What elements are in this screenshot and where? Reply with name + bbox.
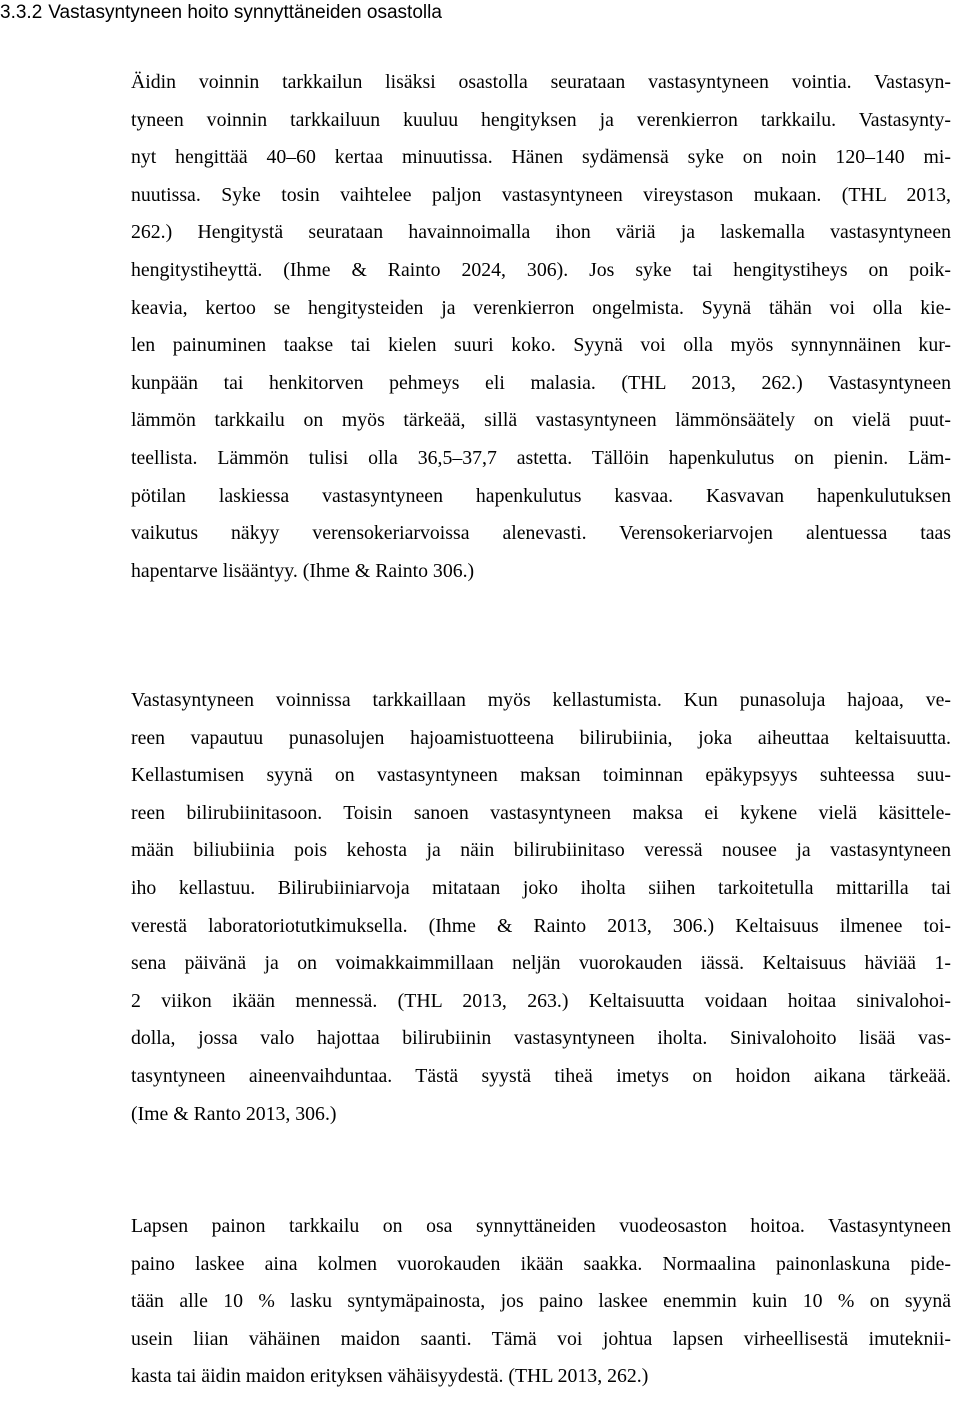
text-line: reen vapautuu punasolujen hajoamistuotteena bilirubiinia, joka aiheuttaa keltaisuutta. (131, 726, 951, 749)
text-line: nyt hengittää 40–60 kertaa minuutissa. Hänen sydämensä syke on noin 120–140 mi- (131, 146, 951, 169)
text-line: verestä laboratoriotutkimuksella. (Ihme & Rainto 2013, 306.) Keltaisuus ilmenee toi- (131, 914, 951, 937)
text-line: tasyntyneen aineenvaihduntaa. Tästä syystä tiheä imetys on hoidon aikana tärkeää. (131, 1064, 951, 1087)
section-number: 3.3.2 (0, 2, 43, 23)
text-line: sena päivänä ja on voimakkaimmillaan neljän vuorokauden iässä. Keltaisuus häviää 1- (131, 952, 951, 975)
text-line: dolla, jossa valo hajottaa bilirubiinin vastasyntyneen iholta. Sinivalohoito lisää vas- (131, 1027, 951, 1050)
text-line: keavia, kertoo se hengitysteiden ja verenkierron ongelmista. Syynä tähän voi olla kie- (131, 296, 951, 319)
text-line: hapentarve lisääntyy. (Ihme & Rainto 306.) (131, 559, 475, 582)
text-line: hengitystiheyttä. (Ihme & Rainto 2024, 306). Jos syke tai hengitystiheys on poik- (131, 258, 951, 281)
text-line: teellista. Lämmön tulisi olla 36,5–37,7 astetta. Tällöin hapenkulutus on pienin. Läm- (131, 446, 951, 469)
text-line: tyneen voinnin tarkkailuun kuuluu hengityksen ja verenkierron tarkkailu. Vastasynty- (131, 108, 951, 131)
text-line: mään biliubiinia pois kehosta ja näin bilirubiinitaso veressä nousee ja vastasyntyneen (131, 839, 951, 862)
text-line: vaikutus näkyy verensokeriarvoissa alenevasti. Verensokeriarvojen alentuessa taas (131, 522, 951, 545)
text-line: reen bilirubiinitasoon. Toisin sanoen vastasyntyneen maksa ei kykene vielä käsittele- (131, 801, 951, 824)
paragraph-weight (131, 1208, 951, 1396)
text-line: pötilan laskiessa vastasyntyneen hapenkulutus kasvaa. Kasvavan hapenkulutuksen (131, 484, 951, 507)
paragraph-jaundice (131, 682, 951, 1133)
text-line: kunpään tai henkitorven pehmeys eli malasia. (THL 2013, 262.) Vastasyntyneen (131, 371, 951, 394)
text-line: 262.) Hengitystä seurataan havainnoimalla ihon väriä ja laskemalla vastasyntyneen (131, 221, 951, 244)
text-line: Äidin voinnin tarkkailun lisäksi osastolla seurataan vastasyntyneen vointia. Vastasyn- (131, 71, 951, 93)
text-line: tään alle 10 % lasku syntymäpainosta, jos paino laskee enemmin kuin 10 % on syynä (131, 1290, 951, 1313)
text-line: Kellastumisen syynä on vastasyntyneen maksan toiminnan epäkypsyys suhteessa suu- (131, 764, 951, 787)
text-line: len painuminen taakse tai kielen suuri koko. Syynä voi olla myös synnynnäinen kur- (131, 334, 951, 357)
text-line: kasta tai äidin maidon erityksen vähäisyydestä. (THL 2013, 262.) (131, 1365, 649, 1388)
paragraph-vital-signs (131, 64, 951, 590)
text-line: lämmön tarkkailu on myös tärkeää, sillä vastasyntyneen lämmönsäätely on vielä puut- (131, 409, 951, 432)
text-line: Vastasyntyneen voinnissa tarkkaillaan myös kellastumista. Kun punasoluja hajoaa, ve- (131, 689, 951, 711)
text-line: nuutissa. Syke tosin vaihtelee paljon vastasyntyneen vireystason mukaan. (THL 2013, (131, 183, 951, 206)
section-heading (0, 0, 442, 26)
section-title: Vastasyntyneen hoito synnyttäneiden osastolla (48, 2, 442, 23)
text-line: 2 viikon ikään mennessä. (THL 2013, 263.) Keltaisuutta voidaan hoitaa sinivalohoi- (131, 989, 951, 1012)
text-line: iho kellastuu. Bilirubiiniarvoja mitataan joko iholta siihen tarkoitetulla mittarilla tai (131, 876, 951, 899)
text-line: Lapsen painon tarkkailu on osa synnyttäneiden vuodeosaston hoitoa. Vastasyntyneen (131, 1215, 951, 1237)
text-line: (Ime & Ranto 2013, 306.) (131, 1102, 337, 1125)
text-line: paino laskee aina kolmen vuorokauden ikään saakka. Normaalina painonlaskuna pide- (131, 1252, 951, 1275)
text-line: usein liian vähäinen maidon saanti. Tämä voi johtua lapsen virheellisestä imuteknii- (131, 1327, 951, 1350)
